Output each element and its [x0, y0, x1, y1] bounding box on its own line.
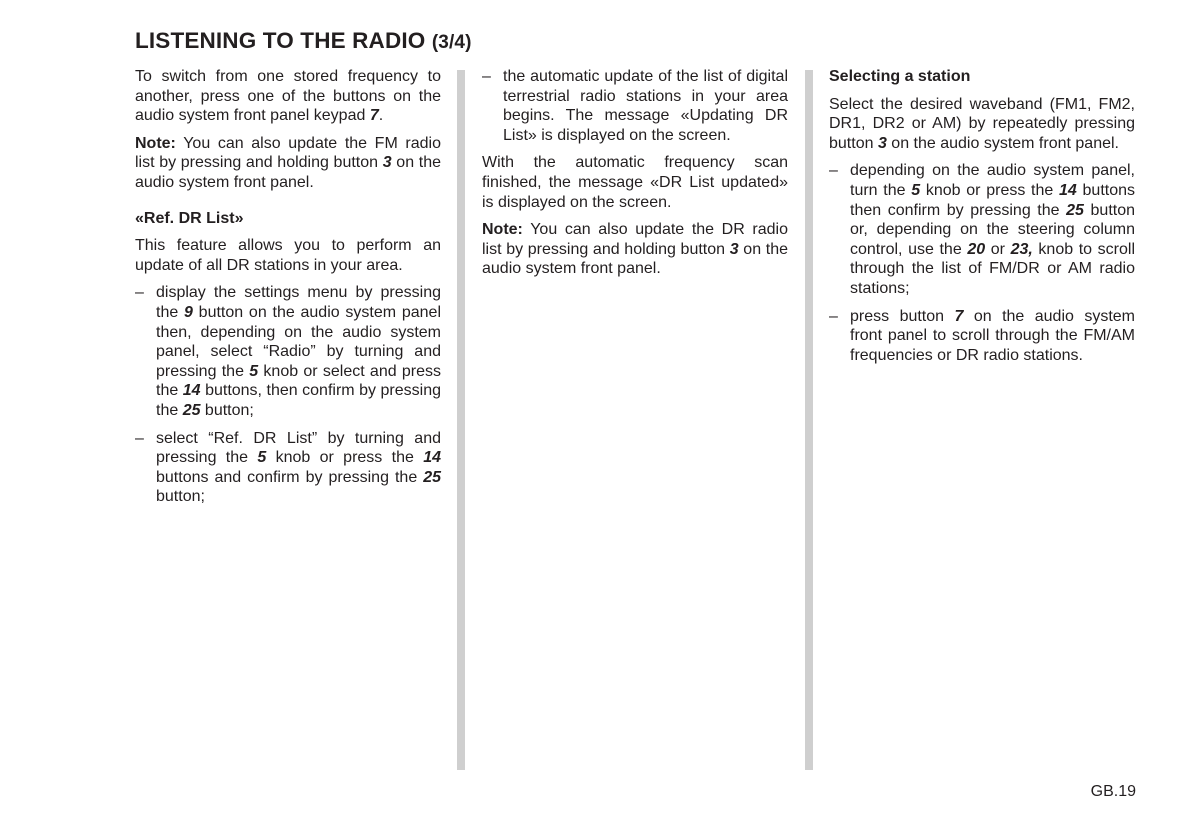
text-run: display the settings menu by pressing the: [156, 284, 441, 321]
text-run: .: [378, 107, 384, 125]
text-run: knob or press the: [266, 449, 424, 467]
text-run: button;: [200, 401, 254, 419]
button-number: 9: [184, 303, 193, 321]
button-number: 3: [382, 154, 392, 172]
button-number: 25: [1066, 201, 1084, 219]
column-2: [482, 67, 788, 287]
button-number: 20: [967, 240, 986, 258]
page-title: [135, 28, 472, 54]
button-number: 25: [423, 468, 441, 486]
button-number: 7: [369, 107, 379, 125]
column-1: [135, 67, 441, 515]
text-run: on the audio system front panel.: [135, 154, 441, 191]
text-run: Select the desired waveband (FM1, FM2, DR1, DR2 or AM) by repeatedly pressing button: [829, 95, 1135, 152]
note-label: Note:: [135, 134, 176, 152]
text-run: buttons then confirm by pressing the: [850, 181, 1136, 219]
button-number: 5: [257, 449, 267, 467]
button-number: 14: [423, 449, 442, 467]
text-run: You can also update the DR radio list by pressing and holding button: [482, 221, 788, 258]
list-update-steps: [482, 67, 788, 145]
button-number: 25: [182, 401, 201, 419]
list-item: [135, 283, 441, 420]
text-run: press button: [850, 307, 955, 325]
button-number: 3: [877, 134, 887, 152]
text-run: To switch from one stored frequency to another, press one of the buttons on the audio system front panel keypad: [135, 68, 441, 125]
text-run: buttons and confirm by pressing the: [156, 468, 424, 486]
button-number: 14: [1059, 181, 1077, 199]
list-item: [829, 307, 1135, 366]
paragraph-scan-finished: With the automatic frequency scan finished, the message «DR List updated» is displayed on the screen.: [482, 154, 788, 211]
button-number: 5: [249, 362, 259, 380]
text-run: on the audio system front panel.: [482, 240, 788, 278]
text-run: button on the audio system panel then, depending on the audio system panel, select “Radio” by turning and pressing the: [156, 303, 442, 380]
text-run: or: [985, 240, 1011, 258]
button-number: 14: [182, 382, 201, 400]
list-item: [135, 429, 441, 507]
page-title-text: LISTENING TO THE RADIO: [135, 28, 426, 53]
text-run: on the audio system front panel.: [886, 134, 1119, 152]
button-number: 23,: [1010, 240, 1033, 258]
note-fm-update: [135, 134, 441, 193]
text-run: button;: [156, 488, 205, 506]
paragraph-select-waveband: [829, 95, 1135, 154]
text-run: knob or select and press the: [156, 362, 442, 400]
page-number: GB.19: [1090, 783, 1136, 800]
section-heading-ref-dr-list: «Ref. DR List»: [135, 209, 244, 227]
note-label: Note:: [482, 221, 523, 239]
button-number: 7: [954, 307, 964, 325]
column-3: [829, 67, 1135, 373]
text-run: depending on the audio system panel, turn the: [850, 162, 1135, 199]
page-title-part: (3/4): [431, 32, 472, 53]
button-number: 3: [729, 240, 739, 258]
list-ref-dr-steps: [135, 283, 441, 507]
list-item: [829, 161, 1135, 298]
text-run: knob to scroll through the list of FM/DR or AM radio stations;: [850, 240, 1135, 297]
list-item: – the automatic update of the list of digital terrestrial radio stations in your area begins. The message «Updating DR List» is displayed on the screen.: [482, 67, 788, 145]
paragraph-stored-frequency: [135, 67, 441, 126]
text-run: You can also update the FM radio list by pressing and holding button: [135, 134, 441, 172]
button-number: 5: [911, 181, 921, 199]
text-run: button or, depending on the steering column control, use the: [850, 201, 1136, 258]
paragraph-feature: This feature allows you to perform an update of all DR stations in your area.: [135, 237, 441, 274]
text-run: on the audio system front panel to scroll through the FM/AM frequencies or DR radio stations.: [850, 307, 1135, 364]
text-run: select “Ref. DR List” by turning and pressing the: [156, 429, 441, 467]
note-dr-update: [482, 220, 788, 279]
column-divider-right: [805, 70, 813, 770]
column-divider-left: [457, 70, 465, 770]
list-station-steps: [829, 161, 1135, 365]
text-run: buttons, then confirm by pressing the: [156, 382, 442, 419]
section-heading-selecting-station: Selecting a station: [829, 68, 971, 85]
text-run: knob or press the: [920, 181, 1060, 199]
